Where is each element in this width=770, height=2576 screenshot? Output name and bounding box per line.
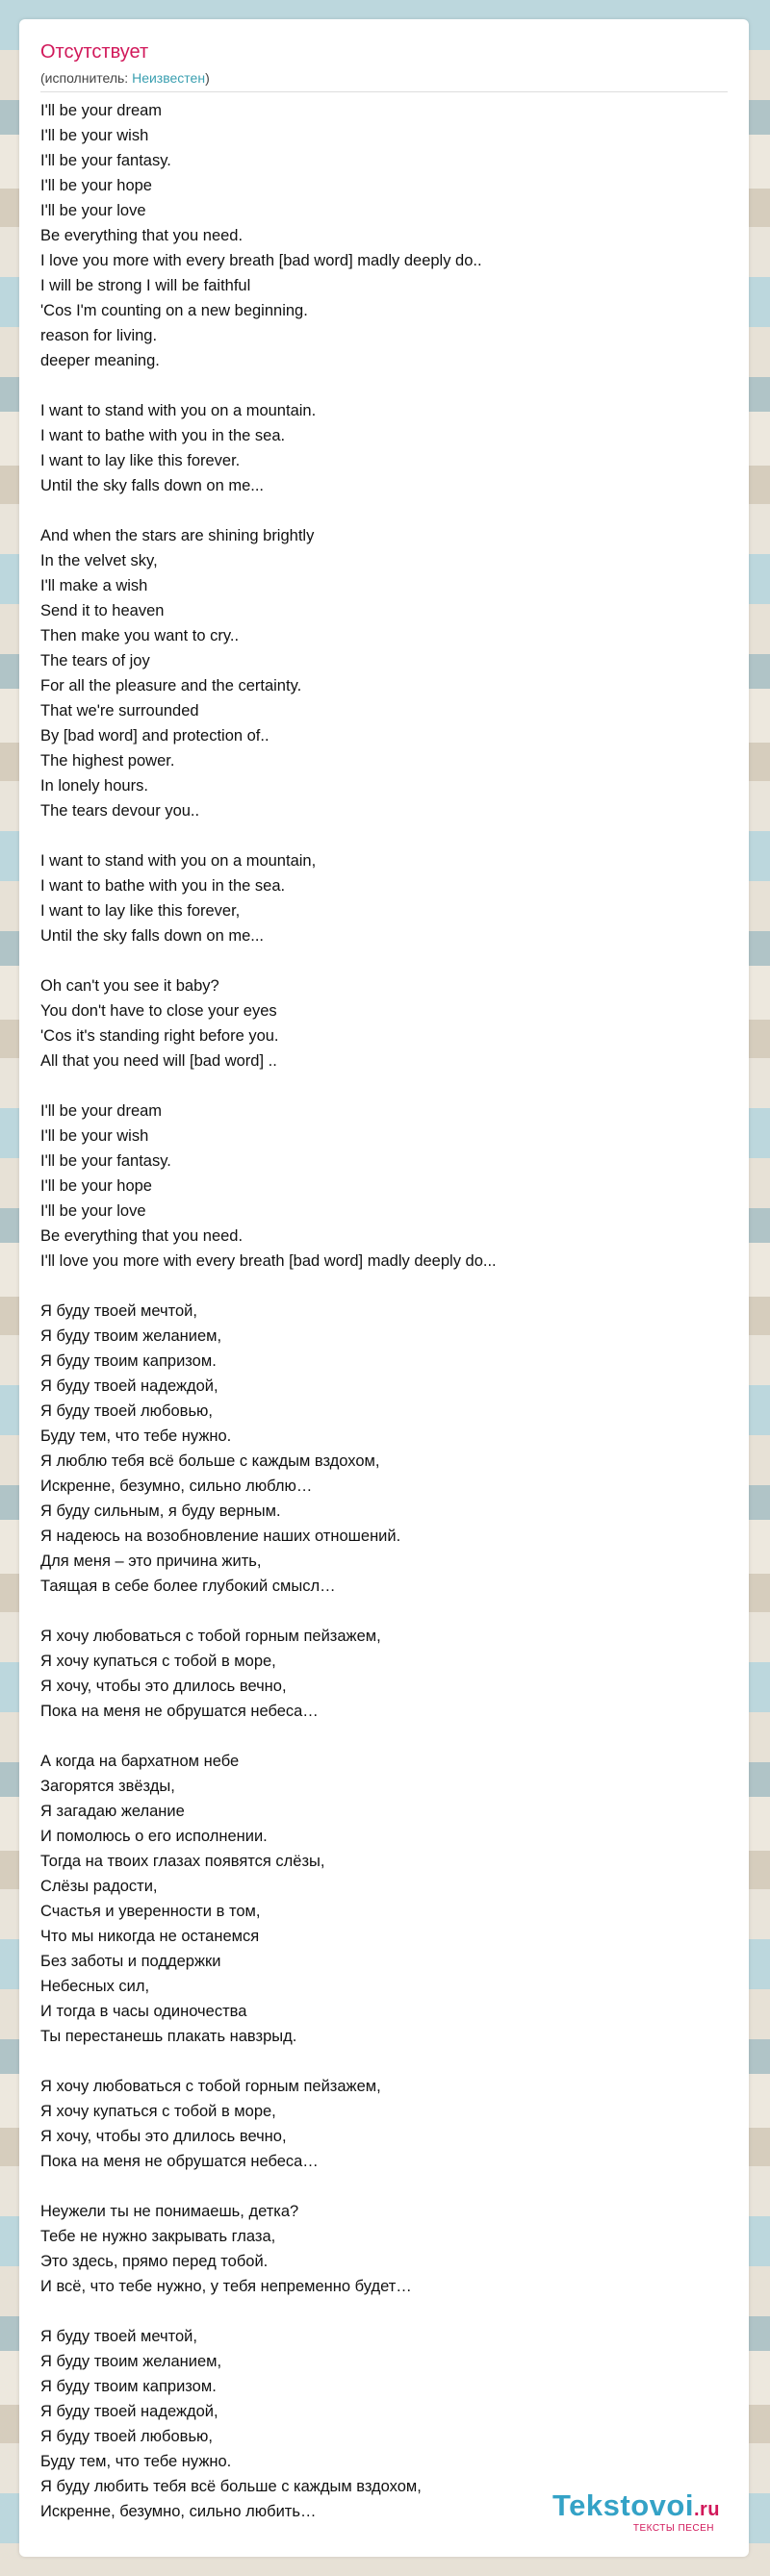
lyrics-line: I'll be your love	[40, 202, 146, 219]
logo-tld: .ru	[693, 2499, 720, 2520]
lyrics-line: All that you need will [bad word] ..	[40, 1052, 277, 1070]
logo-wordmark	[552, 2489, 720, 2526]
lyrics-line: I'll be your dream	[40, 1102, 163, 1120]
lyrics-blank-line	[40, 1724, 733, 1749]
lyrics-line: You don't have to close your eyes	[40, 1002, 277, 1020]
song-title: Отсутствует	[40, 41, 149, 63]
lyrics-line: Буду тем, что тебе нужно.	[40, 2453, 232, 2470]
lyrics-text	[40, 98, 733, 2524]
lyrics-blank-line	[40, 948, 733, 973]
lyrics-line: The tears devour you..	[40, 802, 200, 820]
lyrics-line: Я буду твоей мечтой,	[40, 2328, 197, 2345]
lyrics-line: Я буду твоей надеждой,	[40, 1377, 218, 1395]
lyrics-line: Я хочу любоваться с тобой горным пейзажем,	[40, 2078, 381, 2095]
lyrics-line: Until the sky falls down on me...	[40, 477, 265, 494]
lyrics-line: I want to stand with you on a mountain.	[40, 402, 317, 419]
lyrics-line: Искренне, безумно, сильно люблю…	[40, 1477, 313, 1495]
lyrics-line: Ты перестанешь плакать навзрыд.	[40, 2028, 297, 2045]
lyrics-line: Я загадаю желание	[40, 1803, 185, 1820]
lyrics-line: Oh can't you see it baby?	[40, 977, 219, 995]
lyrics-line: Be everything that you need.	[40, 227, 244, 244]
artist-line	[40, 69, 210, 87]
lyrics-blank-line	[40, 2049, 733, 2074]
lyrics-blank-line	[40, 1073, 733, 1099]
lyrics-blank-line	[40, 823, 733, 848]
lyrics-line: I love you more with every breath [bad word] madly deeply do..	[40, 252, 482, 269]
lyrics-line: 'Cos it's standing right before you.	[40, 1027, 279, 1045]
lyrics-line: I'll be your hope	[40, 177, 152, 194]
lyrics-line: Until the sky falls down on me...	[40, 927, 265, 945]
lyrics-line: Я хочу любоваться с тобой горным пейзажем,	[40, 1628, 381, 1645]
lyrics-line: Я буду твоей мечтой,	[40, 1302, 197, 1320]
lyrics-line: I'll make a wish	[40, 577, 148, 594]
lyrics-line: I want to bathe with you in the sea.	[40, 877, 286, 895]
title-divider	[40, 91, 728, 92]
lyrics-line: Неужели ты не понимаешь, детка?	[40, 2203, 299, 2220]
lyrics-line: И всё, что тебе нужно, у тебя непременно будет…	[40, 2278, 412, 2295]
lyrics-line: deeper meaning.	[40, 352, 160, 369]
lyrics-line: I will be strong I will be faithful	[40, 277, 251, 294]
lyrics-line: Send it to heaven	[40, 602, 165, 619]
logo-name: Tekstovoi	[552, 2488, 694, 2522]
lyrics-line: Счастья и уверенности в том,	[40, 1903, 261, 1920]
lyrics-line: Я буду твоим желанием,	[40, 2353, 222, 2370]
logo-tagline: ТЕКСТЫ ПЕСЕН	[632, 2523, 714, 2534]
lyrics-line: Я буду твоей надеждой,	[40, 2403, 218, 2420]
lyrics-line: Тогда на твоих глазах появятся слёзы,	[40, 1853, 325, 1870]
lyrics-card	[19, 19, 749, 2557]
lyrics-line: And when the stars are shining brightly	[40, 527, 315, 544]
lyrics-line: Я надеюсь на возобновление наших отношений.	[40, 1528, 401, 1545]
lyrics-line: Небесных сил,	[40, 1978, 150, 1995]
lyrics-line: А когда на бархатном небе	[40, 1753, 240, 1770]
lyrics-line: Be everything that you need.	[40, 1227, 244, 1245]
lyrics-line: Я хочу купаться с тобой в море,	[40, 1653, 276, 1670]
lyrics-line: I'll be your wish	[40, 1127, 149, 1145]
lyrics-blank-line	[40, 1599, 733, 1624]
lyrics-line: I'll be your fantasy.	[40, 152, 171, 169]
artist-suffix: )	[205, 70, 210, 86]
lyrics-line: By [bad word] and protection of..	[40, 727, 270, 745]
lyrics-blank-line	[40, 2299, 733, 2324]
lyrics-line: That we're surrounded	[40, 702, 199, 720]
lyrics-line: For all the pleasure and the certainty.	[40, 677, 302, 695]
lyrics-line: Без заботы и поддержки	[40, 1953, 221, 1970]
lyrics-line: I want to lay like this forever,	[40, 902, 241, 920]
lyrics-blank-line	[40, 373, 733, 398]
site-logo[interactable]	[552, 2489, 720, 2534]
lyrics-line: Я люблю тебя всё больше с каждым вздохом,	[40, 1452, 380, 1470]
lyrics-line: In lonely hours.	[40, 777, 148, 795]
lyrics-line: In the velvet sky,	[40, 552, 158, 569]
lyrics-line: Что мы никогда не останемся	[40, 1928, 260, 1945]
lyrics-blank-line	[40, 498, 733, 523]
lyrics-line: Это здесь, прямо перед тобой.	[40, 2253, 269, 2270]
lyrics-line: Пока на меня не обрушатся небеса…	[40, 2153, 319, 2170]
lyrics-line: The tears of joy	[40, 652, 150, 669]
lyrics-line: Я буду твоим желанием,	[40, 1327, 222, 1345]
lyrics-line: I'll be your fantasy.	[40, 1152, 171, 1170]
lyrics-line: Я хочу, чтобы это длилось вечно,	[40, 2128, 287, 2145]
lyrics-line: I'll be your hope	[40, 1177, 152, 1195]
lyrics-line: I'll be your dream	[40, 102, 163, 119]
lyrics-line: I want to bathe with you in the sea.	[40, 427, 286, 444]
lyrics-line: Я буду твоим капризом.	[40, 2378, 217, 2395]
lyrics-line: Искренне, безумно, сильно любить…	[40, 2503, 317, 2520]
lyrics-line: I want to stand with you on a mountain,	[40, 852, 317, 870]
lyrics-line: I want to lay like this forever.	[40, 452, 241, 469]
lyrics-line: Загорятся звёзды,	[40, 1778, 175, 1795]
lyrics-line: Для меня – это причина жить,	[40, 1553, 262, 1570]
lyrics-line: reason for living.	[40, 327, 158, 344]
lyrics-line: И тогда в часы одиночества	[40, 2003, 247, 2020]
lyrics-line: Я буду любить тебя всё больше с каждым вздохом,	[40, 2478, 422, 2495]
lyrics-line: I'll be your love	[40, 1202, 146, 1220]
lyrics-line: Пока на меня не обрушатся небеса…	[40, 1703, 319, 1720]
lyrics-line: The highest power.	[40, 752, 175, 770]
lyrics-line: Then make you want to cry..	[40, 627, 240, 644]
lyrics-line: Тебе не нужно закрывать глаза,	[40, 2228, 276, 2245]
lyrics-line: Таящая в себе более глубокий смысл…	[40, 1578, 336, 1595]
lyrics-blank-line	[40, 1274, 733, 1299]
lyrics-line: 'Cos I'm counting on a new beginning.	[40, 302, 308, 319]
lyrics-line: Буду тем, что тебе нужно.	[40, 1427, 232, 1445]
lyrics-line: Я буду твоим капризом.	[40, 1352, 217, 1370]
artist-link[interactable]: Неизвестен	[132, 70, 206, 86]
lyrics-line: Я буду сильным, я буду верным.	[40, 1503, 281, 1520]
lyrics-line: Я хочу купаться с тобой в море,	[40, 2103, 276, 2120]
lyrics-line: I'll be your wish	[40, 127, 149, 144]
lyrics-line: Я буду твоей любовью,	[40, 1402, 213, 1420]
lyrics-line: Слёзы радости,	[40, 1878, 158, 1895]
artist-prefix: (исполнитель:	[40, 70, 133, 86]
lyrics-line: Я хочу, чтобы это длилось вечно,	[40, 1678, 287, 1695]
lyrics-line: I'll love you more with every breath [bad word] madly deeply do...	[40, 1252, 497, 1270]
lyrics-line: Я буду твоей любовью,	[40, 2428, 213, 2445]
lyrics-line: И помолюсь о его исполнении.	[40, 1828, 268, 1845]
lyrics-blank-line	[40, 2174, 733, 2199]
